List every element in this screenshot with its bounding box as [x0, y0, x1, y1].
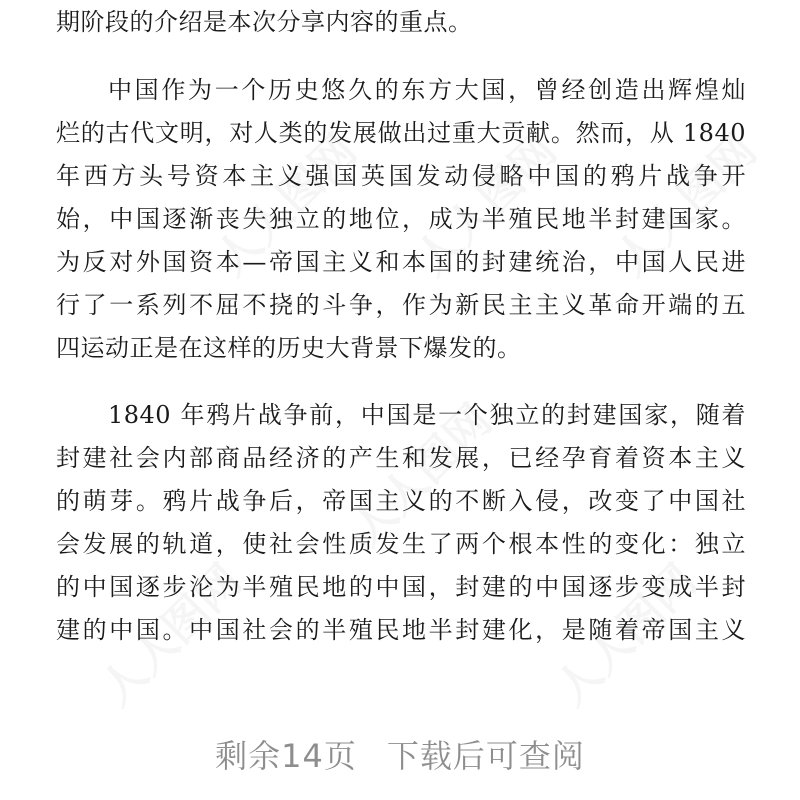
watermark: 人人图网 — [90, 554, 252, 716]
body-text-line: 中国作为一个历史悠久的东方大国，曾经创造出辉煌灿 — [108, 76, 746, 104]
watermark: 人人图网 — [205, 124, 367, 286]
body-text-line: 四运动正是在这样的历史大背景下爆发的。 — [56, 334, 522, 362]
body-text-line: 行了一系列不屈不挠的斗争，作为新民主主义革命开端的五 — [56, 291, 746, 319]
body-text-line: 会发展的轨道，使社会性质发生了两个根本性的变化：独立 — [56, 530, 746, 558]
body-text-line: 封建社会内部商品经济的产生和发展，已经孕育着资本主义 — [56, 444, 746, 472]
body-text-line: 为反对外国资本—帝国主义和本国的封建统治，中国人民进 — [56, 248, 746, 276]
download-to-view-label: 下载后可查阅 — [386, 737, 585, 775]
watermark: 人人图网 — [405, 124, 567, 286]
body-text-line: 期阶段的介绍是本次分享内容的重点。 — [56, 8, 473, 36]
body-text-line: 的中国逐步沦为半殖民地的中国，封建的中国逐步变成半封 — [56, 573, 746, 601]
body-text-line: 1840 年鸦片战争前，中国是一个独立的封建国家，随着 — [108, 401, 746, 429]
body-text-line: 始，中国逐渐丧失独立的地位，成为半殖民地半封建国家。 — [56, 205, 746, 233]
download-prompt[interactable] — [0, 728, 800, 784]
remaining-pages-label: 剩余14页 — [215, 737, 357, 775]
watermark: 人人图网 — [545, 554, 707, 716]
body-text-line: 建的中国。中国社会的半殖民地半封建化，是随着帝国主义 — [56, 616, 746, 644]
body-text-line: 烂的古代文明，对人类的发展做出过重大贡献。然而，从 1840 — [56, 119, 746, 147]
watermark: 人人图网 — [340, 394, 502, 556]
body-text-line: 年西方头号资本主义强国英国发动侵略中国的鸦片战争开 — [56, 162, 746, 190]
body-text-line: 的萌芽。鸦片战争后，帝国主义的不断入侵，改变了中国社 — [56, 487, 746, 515]
watermark: 人人图网 — [605, 124, 767, 286]
